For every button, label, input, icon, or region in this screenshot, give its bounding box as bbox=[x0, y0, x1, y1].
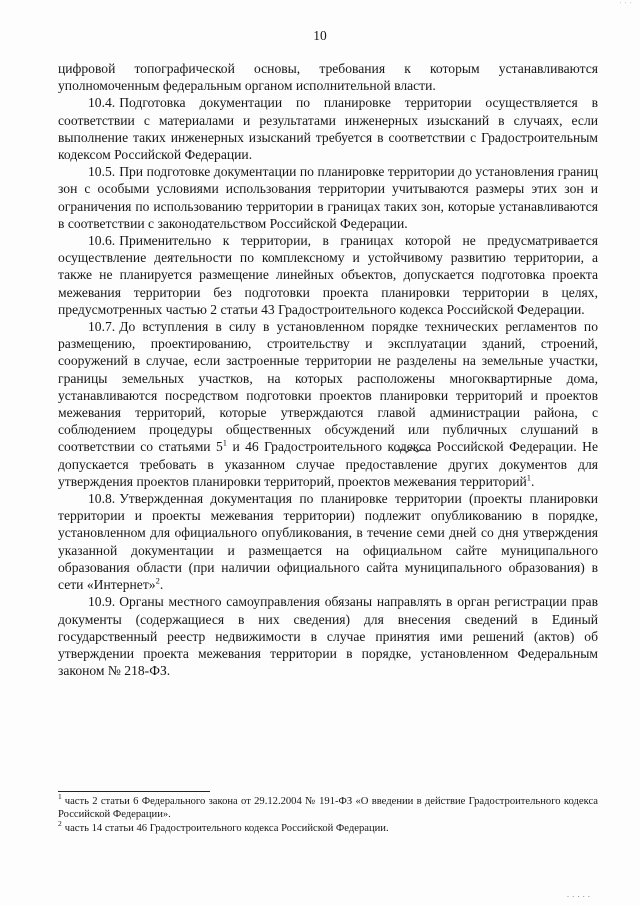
footnote-mark: 1 bbox=[58, 792, 62, 802]
paragraph-text: Подготовка документации по планировке территории осуществляется в соответствии с материалами и результатами инженерных изысканий в случаях, если выполнение таких инженерных изысканий требуется в соответствии с Градостроительным кодексом Российской Федерации. bbox=[58, 95, 598, 163]
scan-artifact-bottom: ..... bbox=[565, 891, 592, 899]
paragraph-continuation bbox=[58, 60, 598, 94]
footnote-reference[interactable]: 1 bbox=[222, 437, 228, 448]
footnote-divider bbox=[58, 791, 210, 792]
scan-artifact-top: ˙˙˙ bbox=[618, 2, 634, 10]
footnote-reference[interactable]: 2 bbox=[155, 575, 160, 586]
footnote-text: часть 2 статьи 6 Федерального закона от 29.12.2004 № 191-ФЗ «О введении в действие Градостроительного кодекса Российской Федерации». bbox=[58, 796, 598, 821]
paragraph-10-4 bbox=[58, 94, 598, 163]
paragraph-10-8: 10.8. Утвержденная документация по планировке территории (проекты планировки территории и проекты межевания территории) подлежит опубликованию в порядке, установленном для официального опубликования, в течение семи дней со дня утверждения указанной документации и размещается на официальном сайте муниципального образования области (при наличии официального сайта муниципального образования) в сети «Интернет»$^2$. bbox=[58, 491, 598, 593]
paragraph-number: 10.8. bbox=[88, 491, 116, 507]
paragraph-text: Утвержденная документация по планировке территории (проекты планировки территории и проекты межевания территории) подлежит опубликованию в порядке, установленном для официального опубликования, в течение семи дней со дня утверждения указанной документации и размещается на официальном сайте муниципального образования области (при наличии официального сайта муниципального образования) в сети «Интернет» bbox=[58, 491, 598, 593]
paragraph-text: Применительно к территории, в границах которой не предусматривается осуществление деятельности по комплексному и устойчивому развитию территории, а также не планируется размещение линейных объектов, допускается подготовка проекта межевания территории без подготовки проекта планировки территории в целях, предусмотренных частью 2 статьи 43 Градостроительного кодекса Российской Федерации. bbox=[58, 233, 598, 317]
paragraph-number: 10.4. bbox=[88, 95, 116, 111]
footnote-reference[interactable]: 1 bbox=[526, 472, 532, 483]
footnote-mark: 2 bbox=[58, 819, 62, 829]
paragraph-10-5 bbox=[58, 163, 598, 232]
paragraph-text: При подготовке документации по планировке территории до установления границ зон с особыми условиями использования территории учитываются размеры этих зон и ограничения по использованию территории в границах таких зон, которые устанавливаются в соответствии с законодательством Российской Федерации. bbox=[58, 164, 598, 231]
paragraph-text: цифровой топографической основы, требования к которым устанавливаются уполномоченным федеральным органом исполнительной власти. bbox=[58, 61, 598, 94]
paragraph-text: Органы местного самоуправления обязаны направлять в орган регистрации прав документы (содержащиеся в них сведения) для внесения сведений в Единый государственный реестр недвижимости в случае принятия ими решений (актов) об утверждении проекта межевания территории в порядке, установленном Федеральным законом № 218-ФЗ. bbox=[58, 594, 598, 679]
paragraph-10-6 bbox=[58, 232, 598, 318]
footnote-item bbox=[58, 819, 598, 835]
page-number: 10 bbox=[313, 28, 327, 43]
paragraph-10-7: 10.7. До вступления в силу в установленном порядке технических регламентов по размещению, проектированию, строительству и эксплуатации зданий, строений, сооружений в случае, если застроенные территории не разделены на земельные участки, границы земельных участков, на которых расположены многоквартирные дома, устанавливаются посредством подготовки проектов планировки территорий и проектов межевания территорий, которые утверждаются главой администрации района, с соблюдением процедуры общественных обсуждений или публичных слушаний в соответствии со статьями $5^1$ и 46 Градостроительного кодекса Российской Федерации. Не допускается требовать в указанном случае предоставление других документов для утверждения проектов планировки территорий, проектов межевания территорий$^1$. bbox=[58, 319, 598, 489]
footnote-text: часть 14 статьи 46 Градостроительного кодекса Российской Федерации. bbox=[64, 822, 389, 834]
paragraph-number: 10.5. bbox=[88, 164, 116, 180]
paragraph-text-part-1: До вступления в силу в установленном порядке технических регламентов по размещению, проектированию, строительству и эксплуатации зданий, строений, сооружений в случае, если застроенные территории не разделены на земельные участки, границы земельных участков, на которых расположены многоквартирные дома, устанавливаются посредством подготовки проектов планировки территорий и проектов межевания территорий, которые утверждаются главой администрации района, с соблюдением процедуры общественных обсуждений или публичных слушаний в соответствии со статьями 5 bbox=[58, 319, 598, 455]
paragraph-10-9 bbox=[58, 593, 598, 679]
footnote-item bbox=[58, 792, 598, 822]
paragraph-number: 10.9. bbox=[88, 594, 116, 610]
document-body bbox=[58, 60, 598, 679]
paragraph-number: 10.7. bbox=[88, 319, 116, 335]
ink-smudge bbox=[395, 446, 429, 454]
footnotes bbox=[58, 792, 598, 835]
paragraph-text-part-2: и 46 Градостроительного кодекса Российской Федерации. Не допускается требовать в указанном случае предоставление других документов для утверждения проектов планировки территорий, проектов межевания территорий bbox=[58, 439, 598, 489]
paragraph-number: 10.6. bbox=[88, 233, 116, 249]
